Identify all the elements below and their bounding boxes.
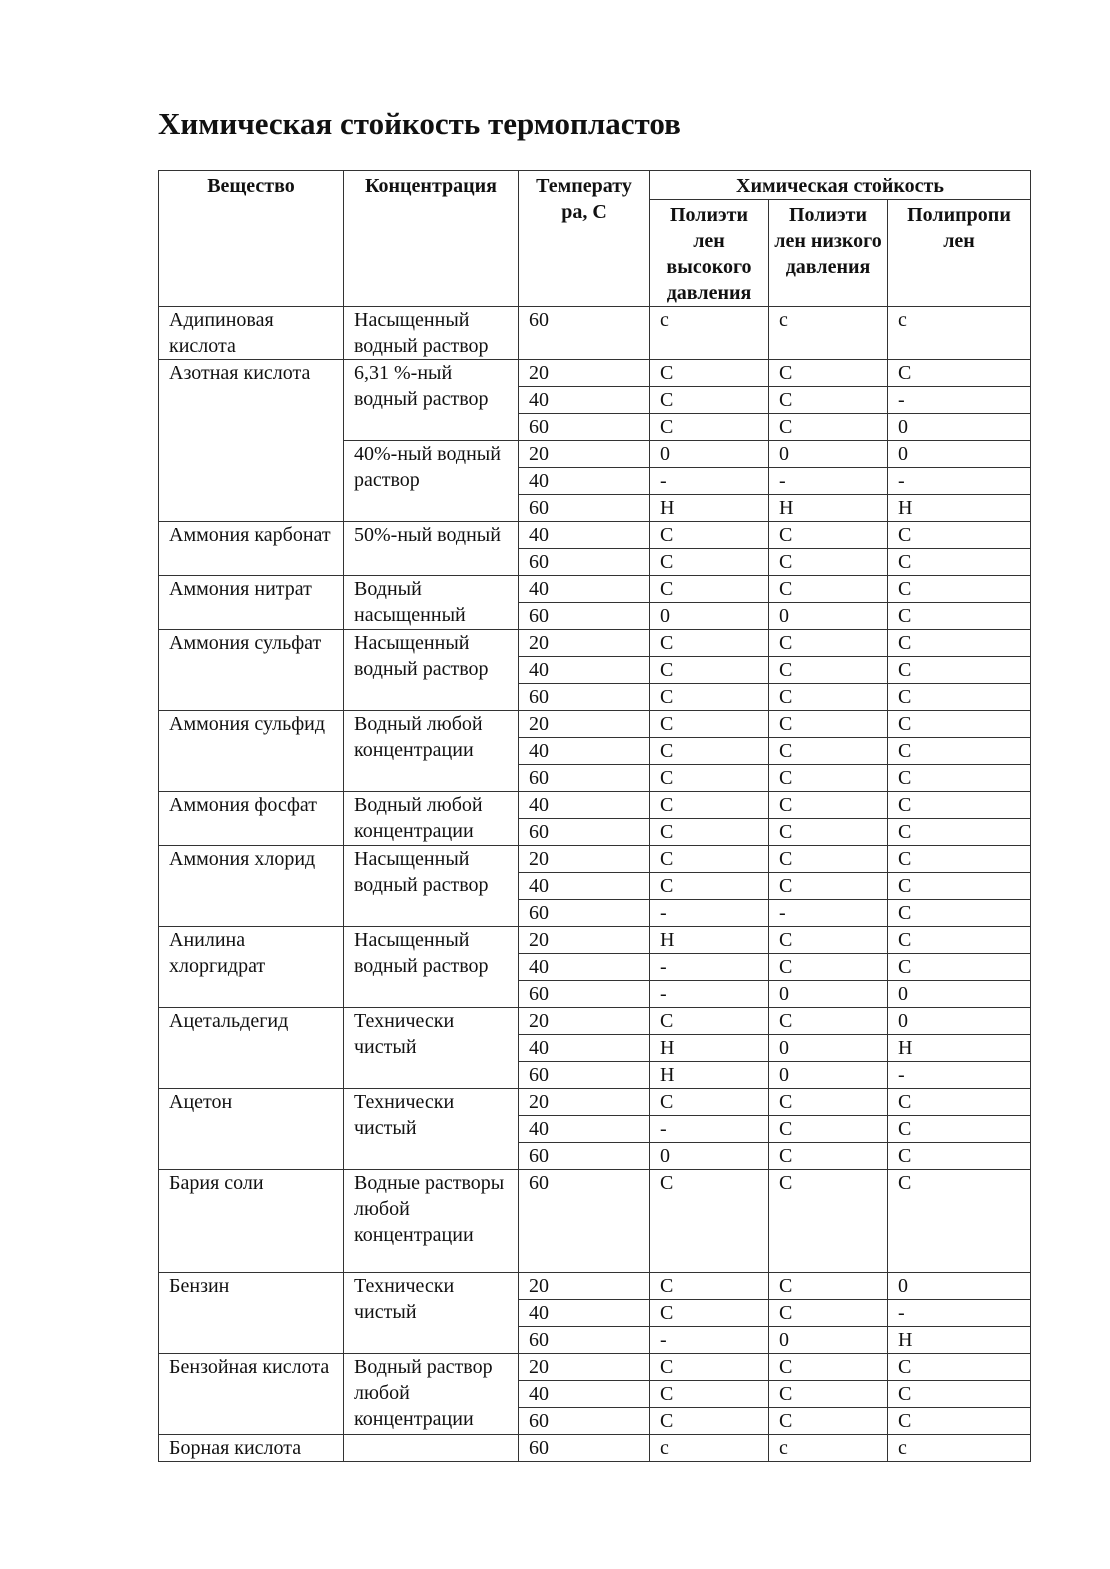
- substance-cell: Бензойная кислота: [159, 1354, 344, 1435]
- temperature-cell: 20: [519, 1008, 650, 1035]
- hdpe-resistance-cell: С: [650, 738, 769, 765]
- temperature-cell: 40: [519, 468, 650, 495]
- ldpe-resistance-cell: С: [769, 522, 888, 549]
- pp-resistance-cell: С: [888, 765, 1031, 792]
- substance-cell: Бензин: [159, 1273, 344, 1354]
- hdpe-resistance-cell: С: [650, 1300, 769, 1327]
- pp-resistance-cell: С: [888, 1381, 1031, 1408]
- ldpe-resistance-cell: С: [769, 927, 888, 954]
- pp-resistance-cell: Н: [888, 495, 1031, 522]
- ldpe-resistance-cell: С: [769, 711, 888, 738]
- table-row: [159, 360, 1031, 387]
- substance-cell: Борная кислота: [159, 1435, 344, 1462]
- temperature-cell: 40: [519, 1035, 650, 1062]
- temperature-cell: 60: [519, 684, 650, 711]
- header-pp: Полипропи лен: [888, 200, 1031, 307]
- ldpe-resistance-cell: С: [769, 792, 888, 819]
- header-substance: Вещество: [159, 171, 344, 307]
- pp-resistance-cell: 0: [888, 441, 1031, 468]
- hdpe-resistance-cell: Н: [650, 927, 769, 954]
- hdpe-resistance-cell: С: [650, 387, 769, 414]
- table-row: [159, 792, 1031, 819]
- table-row: [159, 711, 1031, 738]
- pp-resistance-cell: С: [888, 1143, 1031, 1170]
- hdpe-resistance-cell: С: [650, 1381, 769, 1408]
- temperature-cell: 60: [519, 1408, 650, 1435]
- ldpe-resistance-cell: С: [769, 738, 888, 765]
- ldpe-resistance-cell: С: [769, 684, 888, 711]
- temperature-cell: 20: [519, 360, 650, 387]
- ldpe-resistance-cell: 0: [769, 1327, 888, 1354]
- hdpe-resistance-cell: С: [650, 792, 769, 819]
- temperature-cell: 60: [519, 819, 650, 846]
- header-ldpe: Полиэти лен низкого давления: [769, 200, 888, 307]
- temperature-cell: 20: [519, 846, 650, 873]
- table-row: [159, 1008, 1031, 1035]
- pp-resistance-cell: С: [888, 792, 1031, 819]
- pp-resistance-cell: 0: [888, 414, 1031, 441]
- ldpe-resistance-cell: Н: [769, 495, 888, 522]
- pp-resistance-cell: С: [888, 657, 1031, 684]
- ldpe-resistance-cell: С: [769, 1381, 888, 1408]
- ldpe-resistance-cell: С: [769, 1116, 888, 1143]
- hdpe-resistance-cell: С: [650, 414, 769, 441]
- ldpe-resistance-cell: 0: [769, 981, 888, 1008]
- table-row: [159, 1170, 1031, 1273]
- ldpe-resistance-cell: -: [769, 468, 888, 495]
- temperature-cell: 20: [519, 1354, 650, 1381]
- concentration-cell: Водный раствор любой концентрации: [344, 1354, 519, 1435]
- pp-resistance-cell: С: [888, 576, 1031, 603]
- temperature-cell: 60: [519, 1143, 650, 1170]
- ldpe-resistance-cell: С: [769, 549, 888, 576]
- concentration-cell: 50%-ный водный: [344, 522, 519, 576]
- temperature-cell: 40: [519, 1381, 650, 1408]
- pp-resistance-cell: С: [888, 1089, 1031, 1116]
- pp-resistance-cell: С: [888, 1354, 1031, 1381]
- substance-cell: Ацетальдегид: [159, 1008, 344, 1089]
- table-row: [159, 1273, 1031, 1300]
- temperature-cell: 60: [519, 603, 650, 630]
- pp-resistance-cell: 0: [888, 1008, 1031, 1035]
- pp-resistance-cell: Н: [888, 1327, 1031, 1354]
- table-row: [159, 1354, 1031, 1381]
- ldpe-resistance-cell: С: [769, 360, 888, 387]
- pp-resistance-cell: С: [888, 360, 1031, 387]
- hdpe-resistance-cell: -: [650, 1327, 769, 1354]
- substance-cell: Бария соли: [159, 1170, 344, 1273]
- ldpe-resistance-cell: С: [769, 954, 888, 981]
- substance-cell: Аммония карбонат: [159, 522, 344, 576]
- concentration-cell: Насыщенный водный раствор: [344, 630, 519, 711]
- concentration-cell: 40%-ный водный раствор: [344, 441, 519, 522]
- ldpe-resistance-cell: 0: [769, 1062, 888, 1089]
- pp-resistance-cell: 0: [888, 981, 1031, 1008]
- document-title: Химическая стойкость термопластов: [158, 106, 681, 141]
- temperature-cell: 40: [519, 1116, 650, 1143]
- temperature-cell: 60: [519, 549, 650, 576]
- ldpe-resistance-cell: С: [769, 387, 888, 414]
- hdpe-resistance-cell: С: [650, 360, 769, 387]
- ldpe-resistance-cell: С: [769, 819, 888, 846]
- hdpe-resistance-cell: -: [650, 1116, 769, 1143]
- hdpe-resistance-cell: С: [650, 1354, 769, 1381]
- ldpe-resistance-cell: с: [769, 307, 888, 360]
- hdpe-resistance-cell: Н: [650, 1035, 769, 1062]
- temperature-cell: 40: [519, 792, 650, 819]
- ldpe-resistance-cell: С: [769, 873, 888, 900]
- temperature-cell: 20: [519, 1089, 650, 1116]
- pp-resistance-cell: С: [888, 603, 1031, 630]
- ldpe-resistance-cell: -: [769, 900, 888, 927]
- ldpe-resistance-cell: С: [769, 1170, 888, 1273]
- header-hdpe: Полиэти лен высокого давления: [650, 200, 769, 307]
- concentration-cell: Насыщенный водный раствор: [344, 307, 519, 360]
- pp-resistance-cell: с: [888, 307, 1031, 360]
- pp-resistance-cell: С: [888, 900, 1031, 927]
- temperature-cell: 20: [519, 630, 650, 657]
- temperature-cell: 40: [519, 873, 650, 900]
- hdpe-resistance-cell: -: [650, 954, 769, 981]
- temperature-cell: 40: [519, 954, 650, 981]
- hdpe-resistance-cell: 0: [650, 1143, 769, 1170]
- pp-resistance-cell: С: [888, 954, 1031, 981]
- hdpe-resistance-cell: С: [650, 873, 769, 900]
- temperature-cell: 60: [519, 765, 650, 792]
- concentration-cell: Водный любой концентрации: [344, 792, 519, 846]
- hdpe-resistance-cell: с: [650, 1435, 769, 1462]
- table-row: [159, 846, 1031, 873]
- temperature-cell: 40: [519, 576, 650, 603]
- hdpe-resistance-cell: С: [650, 1008, 769, 1035]
- concentration-cell: Насыщенный водный раствор: [344, 846, 519, 927]
- chemical-resistance-table: [158, 170, 1031, 1462]
- concentration-cell: Технически чистый: [344, 1273, 519, 1354]
- pp-resistance-cell: Н: [888, 1035, 1031, 1062]
- temperature-cell: 20: [519, 927, 650, 954]
- substance-cell: Анилина хлоргидрат: [159, 927, 344, 1008]
- ldpe-resistance-cell: С: [769, 1143, 888, 1170]
- substance-cell: Ацетон: [159, 1089, 344, 1170]
- concentration-cell: Технически чистый: [344, 1089, 519, 1170]
- substance-cell: Аммония фосфат: [159, 792, 344, 846]
- pp-resistance-cell: -: [888, 1062, 1031, 1089]
- hdpe-resistance-cell: Н: [650, 1062, 769, 1089]
- hdpe-resistance-cell: С: [650, 576, 769, 603]
- pp-resistance-cell: С: [888, 684, 1031, 711]
- temperature-cell: 60: [519, 414, 650, 441]
- temperature-cell: 60: [519, 1327, 650, 1354]
- hdpe-resistance-cell: 0: [650, 603, 769, 630]
- ldpe-resistance-cell: 0: [769, 1035, 888, 1062]
- concentration-cell: 6,31 %-ный водный раствор: [344, 360, 519, 441]
- ldpe-resistance-cell: 0: [769, 441, 888, 468]
- substance-cell: Аммония сульфид: [159, 711, 344, 792]
- substance-cell: Аммония сульфат: [159, 630, 344, 711]
- header-temperature: Температу ра, С: [519, 171, 650, 307]
- pp-resistance-cell: С: [888, 522, 1031, 549]
- concentration-cell: Технически чистый: [344, 1008, 519, 1089]
- ldpe-resistance-cell: С: [769, 576, 888, 603]
- pp-resistance-cell: С: [888, 846, 1031, 873]
- ldpe-resistance-cell: С: [769, 1300, 888, 1327]
- header-concentration: Концентрация: [344, 171, 519, 307]
- pp-resistance-cell: С: [888, 819, 1031, 846]
- hdpe-resistance-cell: С: [650, 1170, 769, 1273]
- hdpe-resistance-cell: С: [650, 765, 769, 792]
- ldpe-resistance-cell: С: [769, 1354, 888, 1381]
- ldpe-resistance-cell: 0: [769, 603, 888, 630]
- ldpe-resistance-cell: С: [769, 630, 888, 657]
- concentration-cell: Водные растворы любой концентрации: [344, 1170, 519, 1273]
- pp-resistance-cell: -: [888, 387, 1031, 414]
- concentration-cell: Водный любой концентрации: [344, 711, 519, 792]
- table-row: [159, 522, 1031, 549]
- hdpe-resistance-cell: С: [650, 684, 769, 711]
- hdpe-resistance-cell: С: [650, 819, 769, 846]
- pp-resistance-cell: -: [888, 468, 1031, 495]
- table-row: [159, 1089, 1031, 1116]
- ldpe-resistance-cell: С: [769, 846, 888, 873]
- hdpe-resistance-cell: С: [650, 1273, 769, 1300]
- pp-resistance-cell: с: [888, 1435, 1031, 1462]
- pp-resistance-cell: С: [888, 711, 1031, 738]
- pp-resistance-cell: С: [888, 927, 1031, 954]
- temperature-cell: 20: [519, 441, 650, 468]
- hdpe-resistance-cell: С: [650, 549, 769, 576]
- temperature-cell: 40: [519, 657, 650, 684]
- table-body: [159, 307, 1031, 1462]
- hdpe-resistance-cell: с: [650, 307, 769, 360]
- concentration-cell: [344, 1435, 519, 1462]
- table-row: [159, 307, 1031, 360]
- temperature-cell: 60: [519, 495, 650, 522]
- pp-resistance-cell: С: [888, 1408, 1031, 1435]
- temperature-cell: 60: [519, 1062, 650, 1089]
- ldpe-resistance-cell: С: [769, 1408, 888, 1435]
- pp-resistance-cell: 0: [888, 1273, 1031, 1300]
- pp-resistance-cell: -: [888, 1300, 1031, 1327]
- concentration-cell: Насыщенный водный раствор: [344, 927, 519, 1008]
- temperature-cell: 20: [519, 1273, 650, 1300]
- substance-cell: Аммония нитрат: [159, 576, 344, 630]
- temperature-cell: 40: [519, 387, 650, 414]
- hdpe-resistance-cell: С: [650, 711, 769, 738]
- temperature-cell: 60: [519, 1435, 650, 1462]
- concentration-cell: Водный насыщенный: [344, 576, 519, 630]
- hdpe-resistance-cell: С: [650, 846, 769, 873]
- pp-resistance-cell: С: [888, 1170, 1031, 1273]
- pp-resistance-cell: С: [888, 1116, 1031, 1143]
- temperature-cell: 40: [519, 522, 650, 549]
- ldpe-resistance-cell: с: [769, 1435, 888, 1462]
- temperature-cell: 20: [519, 711, 650, 738]
- ldpe-resistance-cell: С: [769, 1089, 888, 1116]
- pp-resistance-cell: С: [888, 549, 1031, 576]
- temperature-cell: 40: [519, 738, 650, 765]
- substance-cell: Азотная кислота: [159, 360, 344, 522]
- hdpe-resistance-cell: -: [650, 900, 769, 927]
- temperature-cell: 60: [519, 900, 650, 927]
- hdpe-resistance-cell: С: [650, 1089, 769, 1116]
- pp-resistance-cell: С: [888, 873, 1031, 900]
- pp-resistance-cell: С: [888, 738, 1031, 765]
- pp-resistance-cell: С: [888, 630, 1031, 657]
- ldpe-resistance-cell: С: [769, 657, 888, 684]
- table-row: [159, 630, 1031, 657]
- temperature-cell: 40: [519, 1300, 650, 1327]
- table-row: [159, 927, 1031, 954]
- hdpe-resistance-cell: С: [650, 657, 769, 684]
- temperature-cell: 60: [519, 307, 650, 360]
- hdpe-resistance-cell: -: [650, 981, 769, 1008]
- temperature-cell: 60: [519, 981, 650, 1008]
- ldpe-resistance-cell: С: [769, 1273, 888, 1300]
- hdpe-resistance-cell: Н: [650, 495, 769, 522]
- table-row: [159, 1435, 1031, 1462]
- ldpe-resistance-cell: С: [769, 765, 888, 792]
- substance-cell: Аммония хлорид: [159, 846, 344, 927]
- substance-cell: Адипиновая кислота: [159, 307, 344, 360]
- ldpe-resistance-cell: С: [769, 414, 888, 441]
- hdpe-resistance-cell: -: [650, 468, 769, 495]
- header-chemical-resistance: Химическая стойкость: [650, 171, 1031, 200]
- hdpe-resistance-cell: С: [650, 1408, 769, 1435]
- temperature-cell: 60: [519, 1170, 650, 1273]
- hdpe-resistance-cell: С: [650, 522, 769, 549]
- ldpe-resistance-cell: С: [769, 1008, 888, 1035]
- hdpe-resistance-cell: С: [650, 630, 769, 657]
- hdpe-resistance-cell: 0: [650, 441, 769, 468]
- table-row: [159, 576, 1031, 603]
